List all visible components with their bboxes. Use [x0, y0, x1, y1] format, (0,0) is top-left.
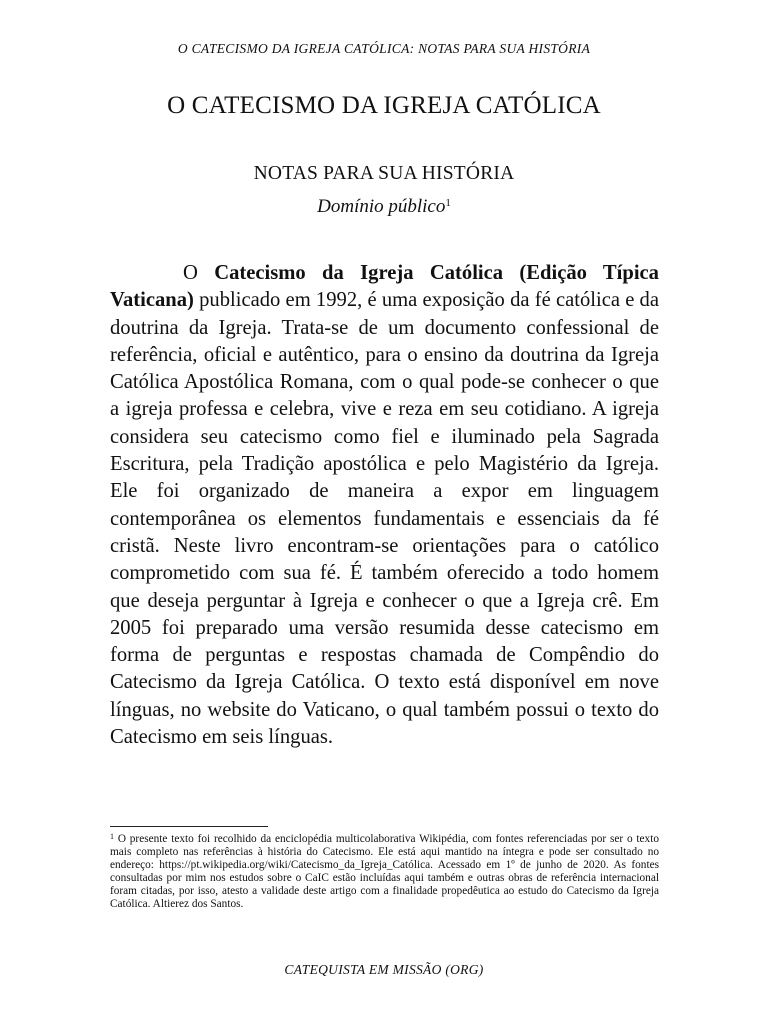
- page-subtitle: NOTAS PARA SUA HISTÓRIA: [253, 163, 515, 184]
- body-text: publicado em 1992, é uma exposição da fé católica e da doutrina da Igreja. Trata-se de um documento confessional de referência, oficial e autêntico, para o ensino da doutrina da Igreja Católica Apostólica Romana, com o qual pode-se conhecer o que a igreja professa e celebra, vive e reza em seu cotidiano. A igreja considera seu catecismo como fiel e iluminado pela Sagrada Escritura, pela Tradição apostólica e pelo Magistério da Igreja. Ele foi organizado de maneira a expor em linguagem contemporânea os elementos fundamentais e essenciais da fé cristã. Neste livro encontram-se orientações para o católico comprometido com sua fé. É também oferecido a todo homem que deseja perguntar à Igreja e conhecer o que a Igreja crê. Em 2005 foi preparado uma versão resumida desse catecismo em forma de perguntas e respostas chamada de Compêndio do Catecismo da Igreja Católica. O texto está disponível em nove línguas, no website do Vaticano, o qual também possui o texto do Catecismo em seis línguas.: [110, 289, 659, 749]
- byline: [0, 196, 768, 218]
- body-lead: O: [183, 262, 215, 284]
- running-header: O CATECISMO DA IGREJA CATÓLICA: NOTAS PARA SUA HISTÓRIA: [177, 41, 591, 56]
- footnote-text: O presente texto foi recolhido da enciclopédia multicolaborativa Wikipédia, com fontes referenciadas por ser o texto mais completo nas referências à história do Catecismo. Ele está aqui mantido na íntegra e pode ser consultado no endereço: https://pt.wikipedia.org/wiki/Catecismo_da_Igreja_Católica. Acessado em 1º de junho de 2020. As fontes consultadas por mim nos estudos sobre o CaIC estão incluídas aqui também e outras obras de referência internacional foram citadas, por isso, atesto a validade deste artigo com a finalidade propedêutica ao estudo do Catecismo da Igreja Católica. Altierez dos Santos.: [110, 833, 659, 911]
- page-title: O CATECISMO DA IGREJA CATÓLICA: [167, 92, 601, 119]
- footnote-number: 1: [110, 832, 114, 841]
- running-footer: CATEQUISTA EM MISSÃO (ORG): [284, 962, 484, 977]
- body-paragraph: [110, 260, 659, 751]
- footnote-separator: [110, 826, 268, 827]
- footnote: [110, 830, 659, 912]
- footnote-reference: 1: [445, 197, 451, 209]
- byline-text: Domínio público: [317, 196, 446, 217]
- body-bold-title: Catecismo da Igreja Católica (Edição Típica Vaticana): [110, 262, 659, 312]
